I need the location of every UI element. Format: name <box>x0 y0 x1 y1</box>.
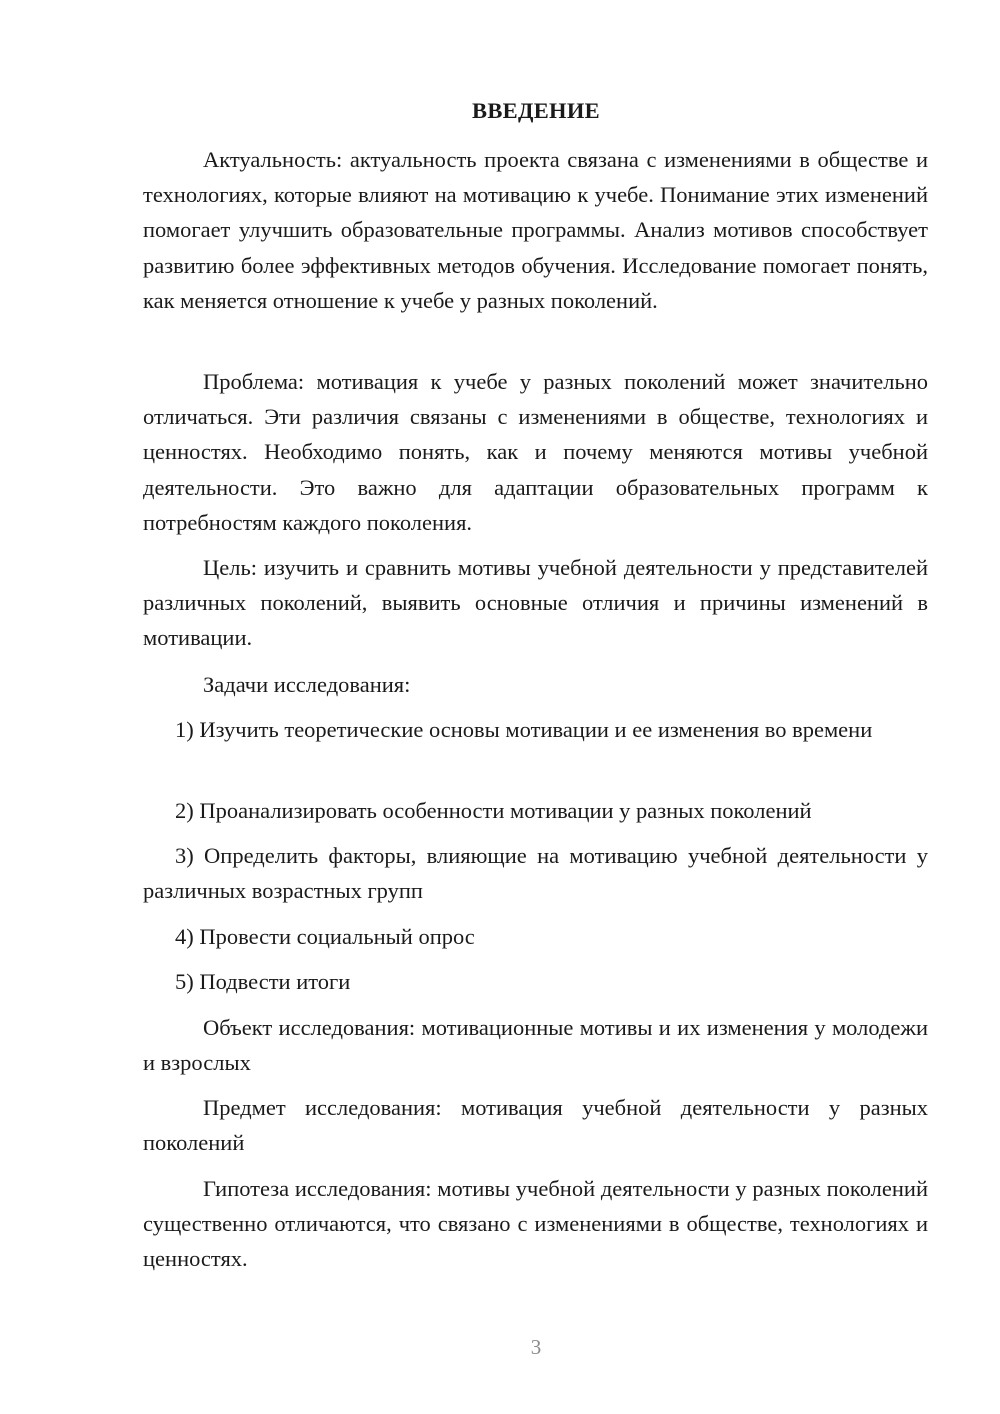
task-item-4: 4) Провести социальный опрос <box>175 924 475 949</box>
task-item-1: 1) Изучить теоретические основы мотивации и ее изменения во времени <box>175 717 873 742</box>
subject-paragraph: Предмет исследования: мотивация учебной деятельности у разных поколений <box>143 1095 928 1156</box>
goal-paragraph: Цель: изучить и сравнить мотивы учебной деятельности у представителей различных поколений, выявить основные отличия и причины изменений в мотивации. <box>143 555 928 651</box>
tasks-heading: Задачи исследования: <box>203 672 411 697</box>
task-item-3: 3) Определить факторы, влияющие на мотивацию учебной деятельности у различных возрастных групп <box>143 843 928 904</box>
hypothesis-paragraph: Гипотеза исследования: мотивы учебной деятельности у разных поколений существенно отличаются, что связано с изменениями в обществе, технологиях и ценностях. <box>143 1176 928 1272</box>
task-item-2: 2) Проанализировать особенности мотивации у разных поколений <box>175 798 812 823</box>
problem-paragraph: Проблема: мотивация к учебе у разных поколений может значительно отличаться. Эти различия связаны с изменениями в обществе, технологиях и ценностях. Необходимо понять, как и почему меняются мотивы учебной деятельности. Это важно для адаптации образовательных программ к потребностям каждого поколения. <box>143 369 928 535</box>
object-paragraph: Объект исследования: мотивационные мотивы и их изменения у молодежи и взрослых <box>143 1015 928 1076</box>
page-title: ВВЕДЕНИЕ <box>472 98 600 123</box>
page-number: 3 <box>530 1335 542 1359</box>
relevance-paragraph: Актуальность: актуальность проекта связана с изменениями в обществе и технологиях, которые влияют на мотивацию к учебе. Понимание этих изменений помогает улучшить образовательные программы. Анализ мотивов способствует развитию более эффективных методов обучения. Исследование помогает понять, как меняется отношение к учебе у разных поколений. <box>143 147 928 313</box>
task-item-5: 5) Подвести итоги <box>175 969 351 994</box>
